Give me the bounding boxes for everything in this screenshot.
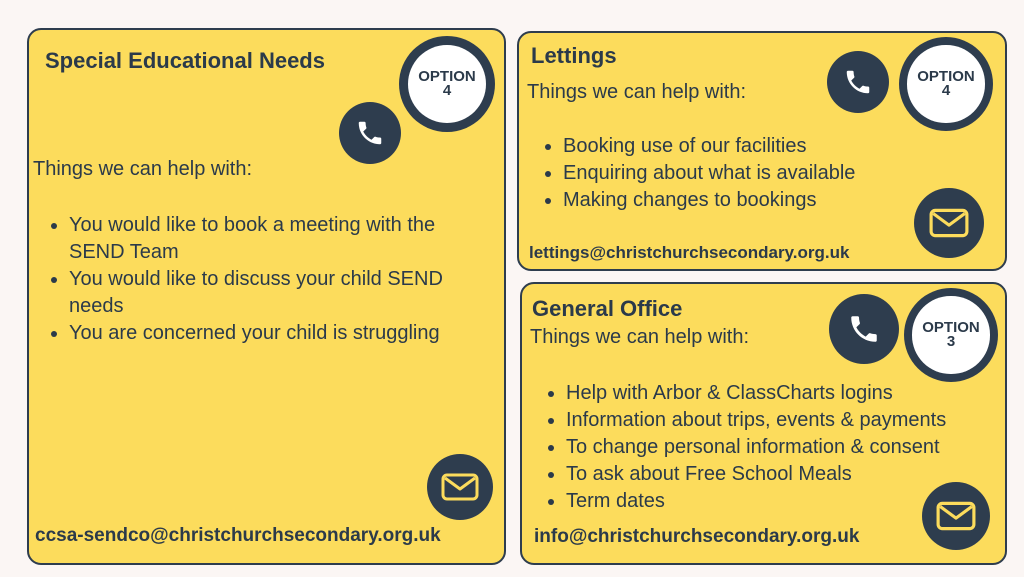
lettings-email-button[interactable] bbox=[914, 188, 984, 258]
office-option-number: 3 bbox=[946, 332, 956, 350]
sen-card bbox=[27, 28, 506, 565]
lettings-intro: Things we can help with: bbox=[527, 81, 747, 103]
list-item: You are concerned your child is struggling bbox=[69, 320, 489, 347]
sen-list bbox=[33, 212, 489, 347]
lettings-title: Lettings bbox=[531, 43, 617, 68]
lettings-card bbox=[517, 31, 1007, 271]
sen-title: Special Educational Needs bbox=[45, 48, 325, 73]
phone-icon bbox=[843, 67, 873, 97]
office-intro: Things we can help with: bbox=[530, 326, 750, 348]
lettings-option-label: OPTION bbox=[917, 67, 975, 85]
office-option-badge bbox=[904, 288, 998, 382]
phone-icon bbox=[847, 312, 881, 346]
lettings-option-number: 4 bbox=[941, 81, 951, 99]
lettings-option-badge bbox=[899, 37, 993, 131]
list-item: Information about trips, events & payments bbox=[566, 407, 1006, 434]
envelope-icon bbox=[441, 472, 479, 502]
envelope-icon bbox=[929, 207, 969, 239]
lettings-list bbox=[527, 133, 923, 214]
list-item: You would like to book a meeting with the SEND Team bbox=[69, 212, 489, 266]
list-item: Making changes to bookings bbox=[563, 187, 923, 214]
list-item: Term dates bbox=[566, 488, 1006, 515]
list-item: To ask about Free School Meals bbox=[566, 461, 1006, 488]
office-phone-button[interactable] bbox=[829, 294, 899, 364]
office-option-label: OPTION bbox=[922, 318, 980, 336]
office-card bbox=[520, 282, 1007, 565]
envelope-icon bbox=[936, 500, 976, 532]
sen-option-number: 4 bbox=[442, 82, 452, 99]
list-item: To change personal information & consent bbox=[566, 434, 1006, 461]
sen-phone-button[interactable] bbox=[339, 102, 401, 164]
list-item: You would like to discuss your child SEND needs bbox=[69, 266, 489, 320]
office-email-link[interactable]: info@christchurchsecondary.org.uk bbox=[534, 526, 860, 547]
lettings-email-link[interactable]: lettings@christchurchsecondary.org.uk bbox=[529, 243, 850, 262]
sen-intro: Things we can help with: bbox=[33, 158, 253, 180]
sen-email-link[interactable]: ccsa-sendco@christchurchsecondary.org.uk bbox=[35, 525, 441, 546]
office-email-button[interactable] bbox=[922, 482, 990, 550]
phone-icon bbox=[355, 118, 385, 148]
lettings-phone-button[interactable] bbox=[827, 51, 889, 113]
sen-option-badge bbox=[399, 36, 495, 132]
office-title: General Office bbox=[532, 296, 683, 321]
list-item: Enquiring about what is available bbox=[563, 160, 923, 187]
sen-option-label: OPTION bbox=[418, 68, 476, 85]
list-item: Booking use of our facilities bbox=[563, 133, 923, 160]
sen-email-button[interactable] bbox=[427, 454, 493, 520]
list-item: Help with Arbor & ClassCharts logins bbox=[566, 380, 1006, 407]
